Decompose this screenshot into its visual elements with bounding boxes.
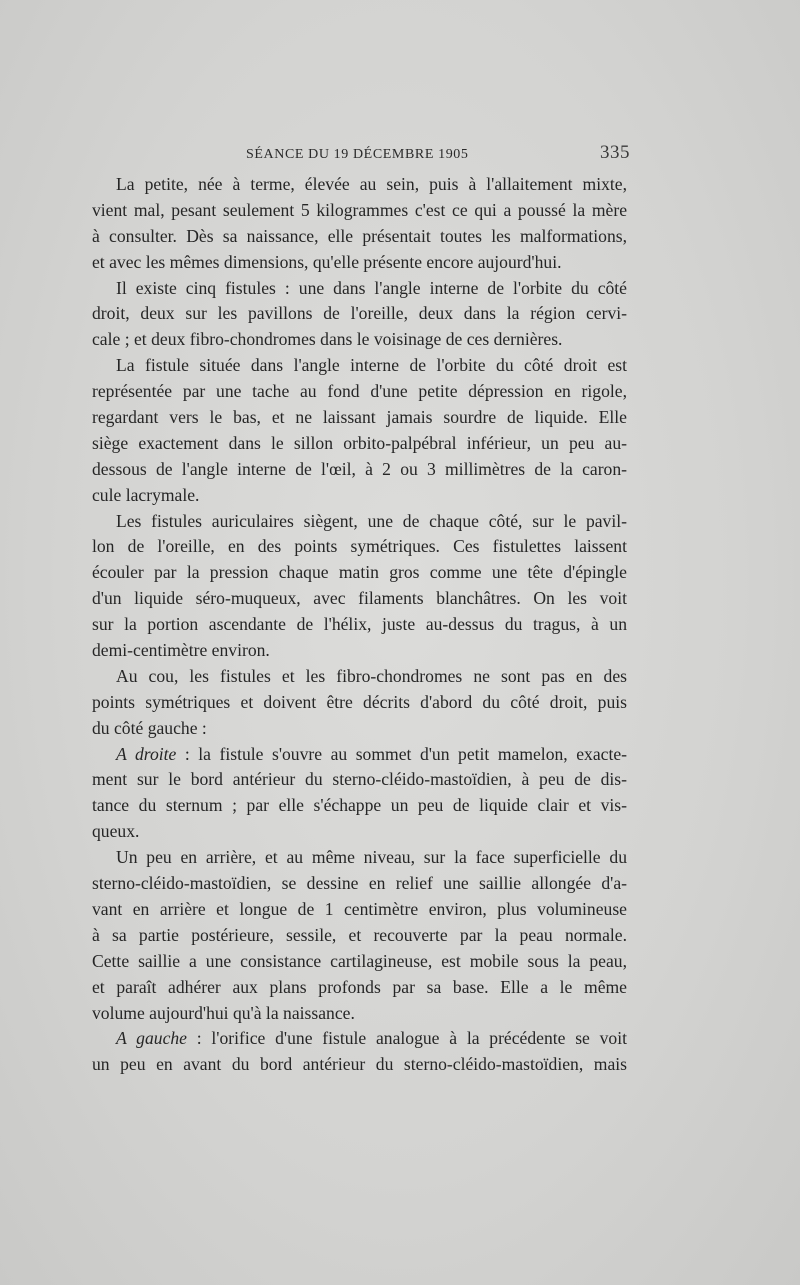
paragraph bbox=[92, 742, 627, 846]
text-line: et avec les mêmes dimensions, qu'elle présente encore aujourd'hui. bbox=[92, 251, 562, 272]
text-line: vant en arrière et longue de 1 centimètre environ, plus volumineuse bbox=[92, 898, 627, 919]
text-line: volume aujourd'hui qu'à la naissance. bbox=[92, 1002, 355, 1023]
text-line: droit, deux sur les pavillons de l'oreille, deux dans la région cervi- bbox=[92, 303, 627, 324]
italic-lead: A gauche bbox=[116, 1028, 187, 1049]
text-line bbox=[92, 1026, 627, 1052]
text-line: sur la portion ascendante de l'hélix, juste au-dessus du tragus, à un bbox=[92, 614, 627, 635]
text-line: d'un liquide séro-muqueux, avec filaments blanchâtres. On les voit bbox=[92, 588, 627, 609]
paragraph bbox=[92, 172, 627, 276]
paragraph bbox=[92, 509, 627, 664]
text-line: queux. bbox=[92, 821, 140, 842]
paragraph bbox=[92, 1026, 627, 1078]
text-line: vient mal, pesant seulement 5 kilogrammes c'est ce qui a poussé la mère bbox=[92, 199, 627, 220]
paragraph bbox=[92, 664, 627, 742]
paragraph bbox=[92, 845, 627, 1026]
running-head bbox=[108, 142, 628, 166]
line-rest: : la fistule s'ouvre au sommet d'un petit mamelon, exacte- bbox=[176, 743, 627, 764]
text-line: sterno-cléido-mastoïdien, se dessine en relief une saillie allongée d'a- bbox=[92, 873, 627, 894]
text-line: cule lacrymale. bbox=[92, 484, 200, 505]
text-line: écouler par la pression chaque matin gros comme une tête d'épingle bbox=[92, 562, 627, 583]
body-text bbox=[92, 172, 627, 1078]
text-line: lon de l'oreille, en des points symétriques. Ces fistulettes laissent bbox=[92, 536, 627, 557]
text-line: demi-centimètre environ. bbox=[92, 640, 270, 661]
line-rest: : l'orifice d'une fistule analogue à la précédente se voit bbox=[187, 1028, 627, 1049]
text-line: ment sur le bord antérieur du sterno-cléido-mastoïdien, à peu de dis- bbox=[92, 769, 627, 790]
text-line: regardant vers le bas, et ne laissant jamais sourdre de liquide. Elle bbox=[92, 407, 627, 428]
page-number: 335 bbox=[600, 142, 630, 163]
text-line: à sa partie postérieure, sessile, et recouverte par la peau normale. bbox=[92, 924, 627, 945]
text-line bbox=[92, 742, 627, 768]
text-line: siège exactement dans le sillon orbito-palpébral inférieur, un peu au- bbox=[92, 432, 627, 453]
text-line: à consulter. Dès sa naissance, elle présentait toutes les malformations, bbox=[92, 225, 627, 246]
text-line: du côté gauche : bbox=[92, 717, 207, 738]
text-line: Un peu en arrière, et au même niveau, sur la face superficielle du bbox=[116, 847, 627, 868]
text-line: points symétriques et doivent être décrits d'abord du côté droit, puis bbox=[92, 691, 627, 712]
text-line: Au cou, les fistules et les fibro-chondromes ne sont pas en des bbox=[116, 665, 627, 686]
text-line: tance du sternum ; par elle s'échappe un peu de liquide clair et vis- bbox=[92, 795, 627, 816]
text-line: dessous de l'angle interne de l'œil, à 2 ou 3 millimètres de la caron- bbox=[92, 458, 627, 479]
text-line: La fistule située dans l'angle interne de l'orbite du côté droit est bbox=[116, 355, 627, 376]
text-line: représentée par une tache au fond d'une petite dépression en rigole, bbox=[92, 381, 627, 402]
text-line: Les fistules auriculaires siègent, une de chaque côté, sur le pavil- bbox=[116, 510, 627, 531]
text-line: Cette saillie a une consistance cartilagineuse, est mobile sous la peau, bbox=[92, 950, 627, 971]
running-title: SÉANCE DU 19 DÉCEMBRE 1905 bbox=[246, 147, 469, 162]
text-line: un peu en avant du bord antérieur du sterno-cléido-mastoïdien, mais bbox=[92, 1054, 627, 1075]
text-line: cale ; et deux fibro-chondromes dans le voisinage de ces dernières. bbox=[92, 329, 563, 350]
text-line: Il existe cinq fistules : une dans l'angle interne de l'orbite du côté bbox=[116, 277, 627, 298]
paragraph bbox=[92, 353, 627, 508]
italic-lead: A droite bbox=[116, 743, 177, 764]
paragraph bbox=[92, 276, 627, 354]
text-line: La petite, née à terme, élevée au sein, puis à l'allaitement mixte, bbox=[116, 174, 627, 194]
text-line: et paraît adhérer aux plans profonds par sa base. Elle a le même bbox=[92, 976, 627, 997]
